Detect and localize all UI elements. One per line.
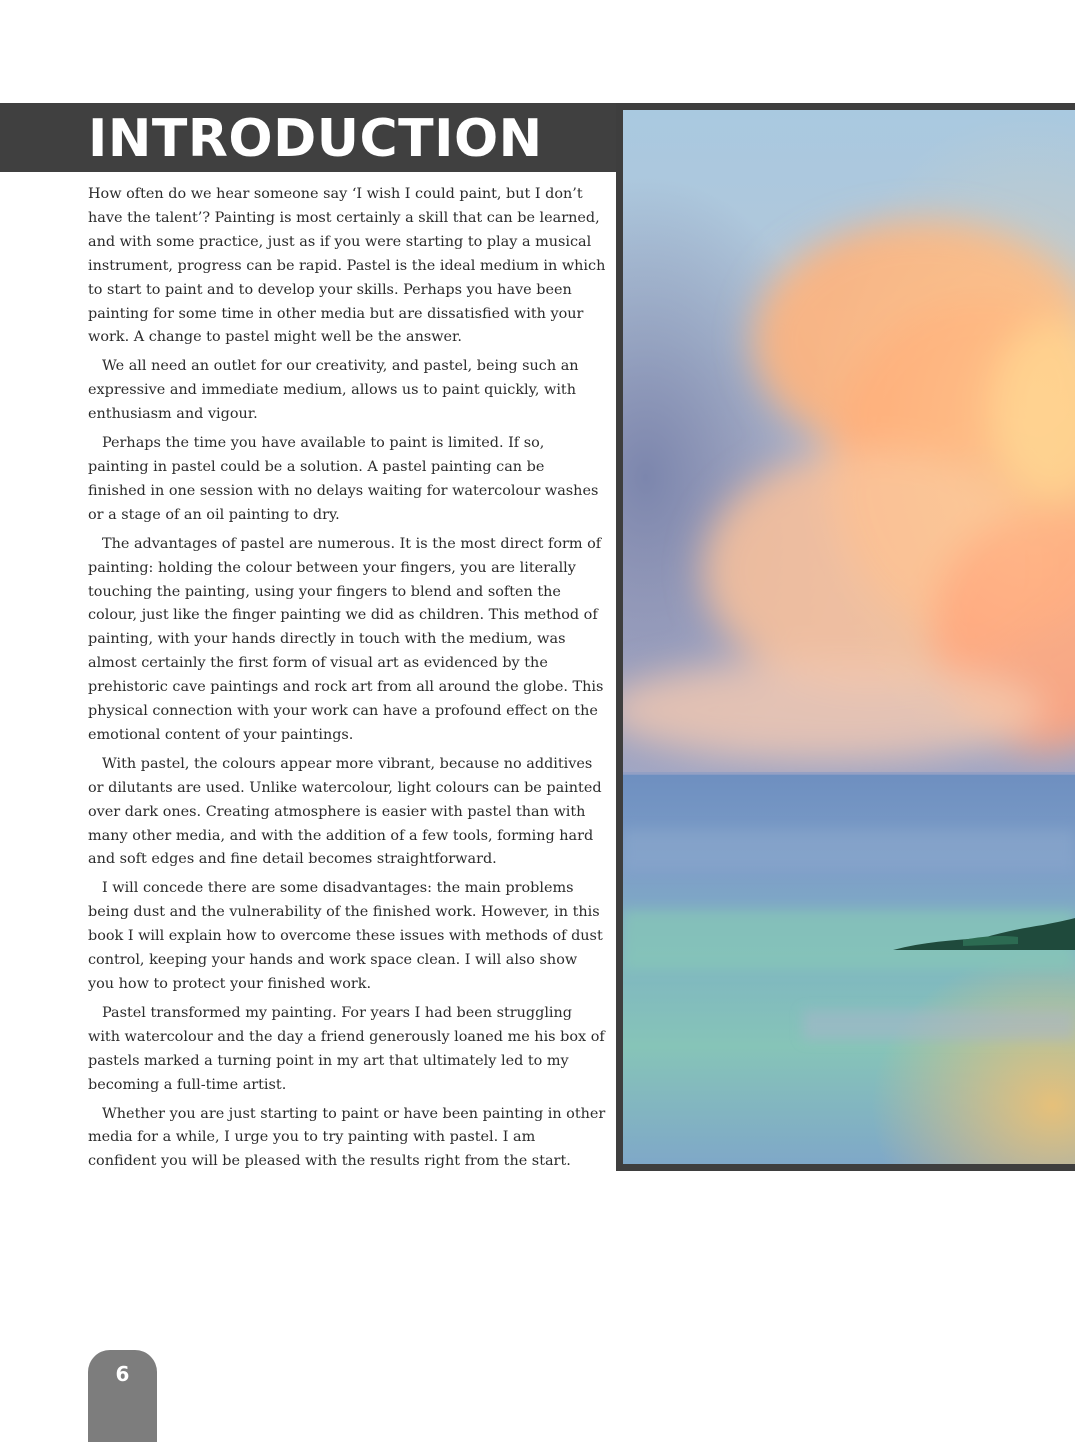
paragraph: The advantages of pastel are numerous. It is the most direct form of painting: holding the colour between your fingers, you are literally touching the painting, using your fingers to blend and soften the colour, just like the finger painting we did as children. This method of painting, with your hands directly in touch with the medium, was almost certainly the first form of visual art as evidenced by the prehistoric cave paintings and rock art from all around the globe. This physical connection with your work can have a profound effect on the emotional content of your paintings. xyxy=(88,535,604,743)
paragraph: Perhaps the time you have available to paint is limited. If so, painting in pastel could be a solution. A pastel painting can be finished in one session with no delays waiting for watercolour washes or a stage of an oil painting to dry. xyxy=(88,435,599,523)
page-number-tab xyxy=(88,1350,157,1442)
pastel-seascape-painting xyxy=(623,110,1075,1164)
paragraph: Whether you are just starting to paint or have been painting in other media for a while, I urge you to try painting with pastel. I am confident you will be pleased with the results right from the start. xyxy=(88,1105,606,1170)
page-title: INTRODUCTION xyxy=(88,109,543,169)
paragraph: I will concede there are some disadvantages: the main problems being dust and the vulnerability of the finished work. However, in this book I will explain how to overcome these issues with methods of dust control, keeping your hands and work space clean. I will also show you how to protect your finished work. xyxy=(88,880,603,992)
body-text xyxy=(88,183,606,1179)
page-number: 6 xyxy=(115,1362,130,1386)
paragraph: With pastel, the colours appear more vibrant, because no additives or dilutants are used. Unlike watercolour, light colours can be painted over dark ones. Creating atmosphere is easier with pastel than with many other media, and with the addition of a few tools, forming hard and soft edges and fine detail becomes straightforward. xyxy=(88,755,602,868)
paragraph: How often do we hear someone say ‘I wish I could paint, but I don’t have the talent’? Painting is most certainly a skill that can be learned, and with some practice, just as if you were starting to play a musical instrument, progress can be rapid. Pastel is the ideal medium in which to start to paint and to develop your skills. Perhaps you have been painting for some time in other media but are dissatisfied with your work. A change to pastel might well be the answer. xyxy=(88,186,606,346)
paragraph: We all need an outlet for our creativity, and pastel, being such an expressive and immediate medium, allows us to paint quickly, with enthusiasm and vigour. xyxy=(88,358,579,423)
paragraph: Pastel transformed my painting. For years I had been struggling with watercolour and the day a friend generously loaned me his box of pastels marked a turning point in my art that ultimately led to my becoming a full-time artist. xyxy=(88,1004,605,1093)
